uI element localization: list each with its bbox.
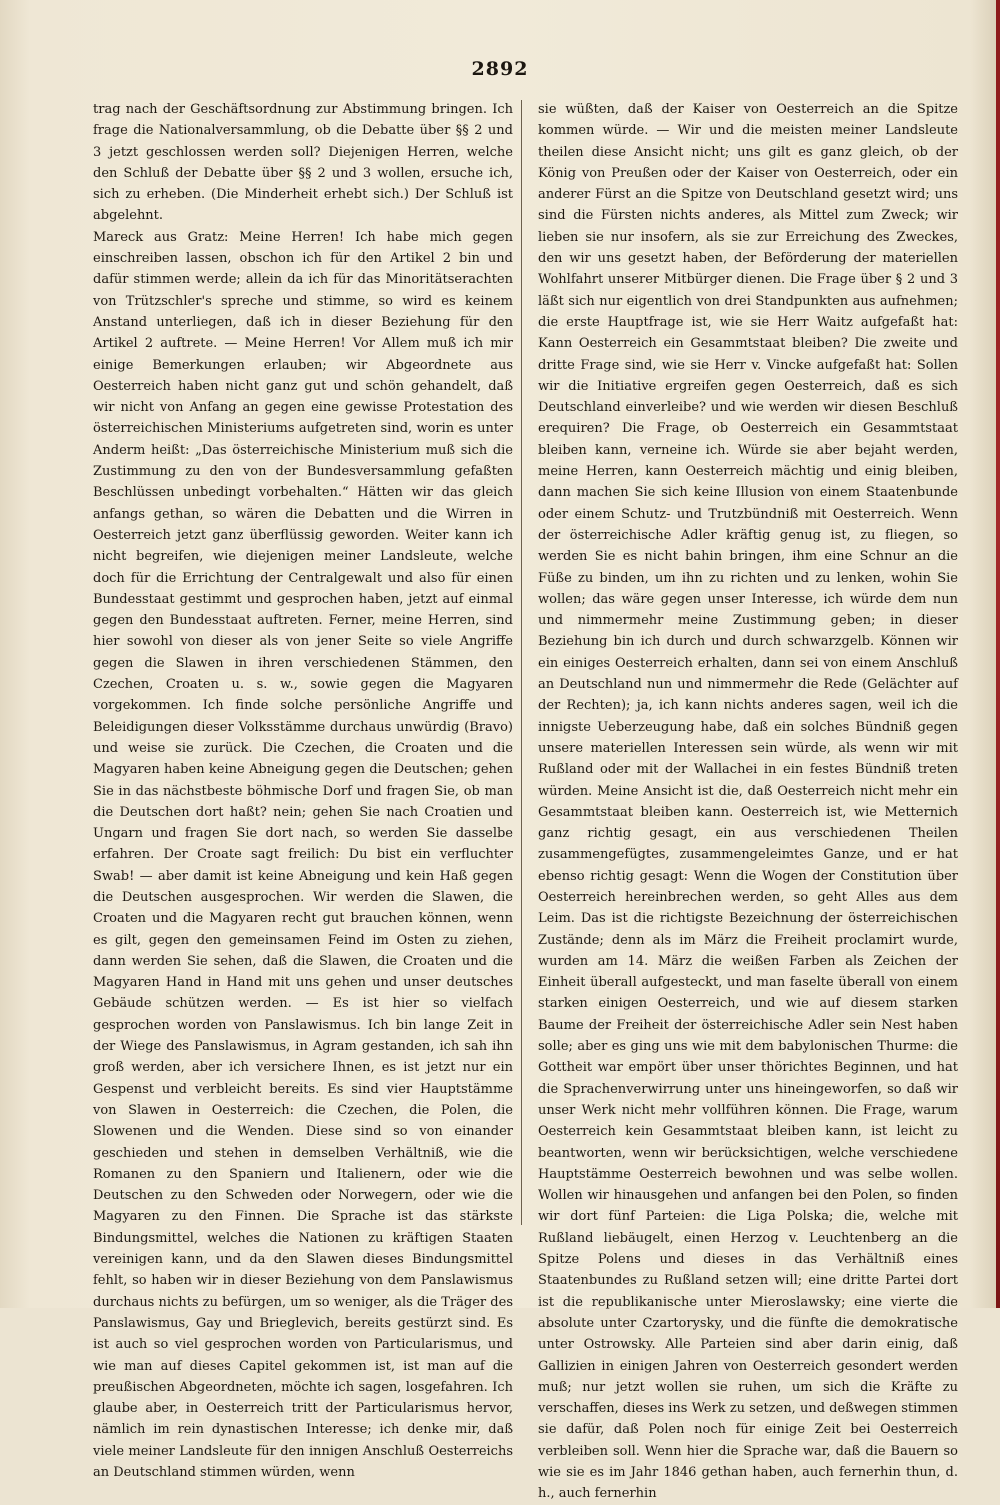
right-column [538, 99, 958, 1505]
left-paragraph-2: Mareck aus Gratz: Meine Herren! Ich habe mich gegen einschreiben lassen, obschon ich für den Artikel 2 bin und dafür stimmen werde; allein da ich für das Minoritätserachten von Trützschler's spreche und stimme, so wird es keinem Anstand unterliegen, daß ich in dieser Beziehung für den Artikel 2 auftrete. — Meine Herren! Vor Allem muß ich mir einige Bemerkungen erlauben; wir Abgeordnete aus Oesterreich haben nicht ganz gut und schön gehandelt, daß wir nicht von Anfang an gegen eine gewisse Protestation des österreichischen Ministeriums aufgetreten sind, worin es unter Anderm heißt: „Das österreichische Ministerium muß sich die Zustimmung zu den von der Bundesversammlung gefaßten Beschlüssen unbedingt vorbehalten.“ Hätten wir das gleich anfangs gethan, so wären die Debatten und die Wirren in Oesterreich jetzt ganz überflüssig geworden. Weiter kann ich nicht begreifen, wie diejenigen meiner Landsleute, welche doch für die Errichtung der Centralgewalt und also für einen Bundesstaat gestimmt und gesprochen haben, jetzt auf einmal gegen den Bundesstaat auftreten. Ferner, meine Herren, sind hier sowohl von dieser als von jener Seite so viele Angriffe gegen die Slawen in ihren verschiedenen Stämmen, den Czechen, Croaten u. s. w., sowie gegen die Magyaren vorgekommen. Ich finde solche persönliche Angriffe und Beleidigungen dieser Volksstämme durchaus unwürdig (Bravo) und weise sie zurück. Die Czechen, die Croaten und die Magyaren haben keine Abneigung gegen die Deutschen; gehen Sie in das nächstbeste böhmische Dorf und fragen Sie, ob man die Deutschen dort haßt? nein; gehen Sie nach Croatien und Ungarn und fragen Sie dort nach, so werden Sie dasselbe erfahren. Der Croate sagt freilich: Du bist ein verfluchter Swab! — aber damit ist keine Abneigung und kein Haß gegen die Deutschen ausgesprochen. Wir werden die Slawen, die Croaten und die Magyaren recht gut brauchen können, wenn es gilt, gegen den gemeinsamen Feind im Osten zu ziehen, dann werden Sie sehen, daß die Slawen, die Croaten und die Magyaren Hand in Hand mit uns gehen und unser deutsches Gebäude schützen werden. — Es ist hier so vielfach gesprochen worden von Panslawismus. Ich bin lange Zeit in der Wiege des Panslawismus, in Agram gestanden, ich sah ihn groß werden, aber ich versichere Ihnen, es ist jetzt nur ein Gespenst und verbleicht bereits. Es sind vier Hauptstämme von Slawen in Oesterreich: die Czechen, die Polen, die Slowenen und die Wenden. Diese sind so von einander geschieden und stehen in demselben Verhältniß, wie die Romanen zu den Spaniern und Italienern, oder wie die Deutschen zu den Schweden oder Norwegern, oder wie die Magyaren zu den Finnen. Die Sprache ist das stärkste Bindungsmittel, welches die Nationen zu kräftigen Staaten vereinigen kann, und da den Slawen dieses Bindungsmittel fehlt, so haben wir in dieser Beziehung von dem Panslawismus durchaus nichts zu befürgen, um so weniger, als die Träger des Panslawismus, Gay und Brieglevich, bereits gestürzt sind. Es ist auch so viel gesprochen worden von Particularismus, und wie man auf dieses Capitel gekommen ist, ist man auf die preußischen Abgeordneten, möchte ich sagen, losgefahren. Ich glaube aber, in Oesterreich tritt der Particularismus hervor, nämlich im rein dynastischen Interesse; ich denke mir, daß viele meiner Landsleute für den innigen Anschluß Oesterreichs an Deutschland stimmen würden, wenn [93, 229, 513, 1480]
page-edge-binding [996, 0, 1000, 1308]
page-number: 2892 [471, 58, 529, 80]
left-paragraph-1: trag nach der Geschäftsordnung zur Abstimmung bringen. Ich frage die Nationalversammlung, ob die Debatte über §§ 2 und 3 jetzt geschlossen werden soll? Diejenigen Herren, welche den Schluß der Debatte über §§ 2 und 3 wollen, ersuche ich, sich zu erheben. (Die Minderheit erhebt sich.) Der Schluß ist abgelehnt. [93, 102, 513, 224]
left-column [93, 99, 513, 1483]
right-paragraph-1: sie wüßten, daß der Kaiser von Oesterreich an die Spitze kommen würde. — Wir und die meisten meiner Landsleute theilen diese Ansicht nicht; uns gilt es ganz gleich, ob der König von Preußen oder der Kaiser von Oesterreich, oder ein anderer Fürst an die Spitze von Deutschland gesetzt wird; uns sind die Fürsten nichts anderes, als Mittel zum Zweck; wir lieben sie nur insofern, als sie zur Erreichung des Zweckes, den wir uns gesetzt haben, der Beförderung der materiellen Wohlfahrt unserer Mitbürger dienen. Die Frage über § 2 und 3 läßt sich nur eigentlich von drei Standpunkten aus aufnehmen; die erste Hauptfrage ist, wie sie Herr Waitz aufgefaßt hat: Kann Oesterreich ein Gesammtstaat bleiben? Die zweite und dritte Frage sind, wie sie Herr v. Vincke aufgefaßt hat: Sollen wir die Initiative ergreifen gegen Oesterreich, daß es sich Deutschland einverleibe? und wie werden wir diesen Beschluß erequiren? Die Frage, ob Oesterreich ein Gesammtstaat bleiben kann, verneine ich. Würde sie aber bejaht werden, meine Herren, kann Oesterreich mächtig und einig bleiben, dann machen Sie sich keine Illusion von einem Staatenbunde oder einem Schutz- und Trutzbündniß mit Oesterreich. Wenn der österreichische Adler kräftig genug ist, zu fliegen, so werden Sie es nicht bahin bringen, ihm eine Schnur an die Füße zu binden, um ihn zu richten und zu lenken, wohin Sie wollen; das wäre gegen unser Interesse, ich würde dem nun und nimmermehr meine Zustimmung geben; in dieser Beziehung bin ich durch und durch schwarzgelb. Können wir ein einiges Oesterreich erhalten, dann sei von einem Anschluß an Deutschland nun und nimmermehr die Rede (Gelächter auf der Rechten); ja, ich kann nichts anderes sagen, weil ich die innigste Ueberzeugung habe, daß ein solches Bündniß gegen unsere materiellen Interessen sein würde, als wenn wir mit Rußland oder mit der Wallachei in ein festes Bündniß treten würden. Meine Ansicht ist die, daß Oesterreich nicht mehr ein Gesammtstaat bleiben kann. Oesterreich ist, wie Metternich ganz richtig gesagt, ein aus verschiedenen Theilen zusammengefügtes, zusammengeleimtes Ganze, und er hat ebenso richtig gesagt: Wenn die Wogen der Constitution über Oesterreich hereinbrechen werden, so geht Alles aus dem Leim. Das ist die richtigste Bezeichnung der österreichischen Zustände; denn als im März die Freiheit proclamirt wurde, wurden am 14. März die weißen Farben als Zeichen der Einheit überall aufgesteckt, und man faselte überall von einem starken einigen Oesterreich, und wie auf diesem starken Baume der Freiheit der österreichische Adler sein Nest haben solle; aber es ging uns wie mit dem babylonischen Thurme: die Gottheit war empört über unser thörichtes Beginnen, und hat die Sprachenverwirrung unter uns hineingeworfen, so daß wir unser Werk nicht mehr vollführen können. Die Frage, warum Oesterreich kein Gesammtstaat bleiben kann, ist leicht zu beantworten, wenn wir berücksichtigen, welche verschiedene Hauptstämme Oesterreich bewohnen und was selbe wollen. Wollen wir hinausgehen und anfangen bei den Polen, so finden wir dort fünf Parteien: die Liga Polska; die, welche mit Rußland liebäugelt, einen Herzog v. Leuchtenberg an die Spitze Polens und dieses in das Verhältniß eines Staatenbundes zu Rußland setzen will; eine dritte Partei dort ist die republikanische unter Mieroslawsky; eine vierte die absolute unter Czartorysky, und die fünfte die demokratische unter Ostrowsky. Alle Parteien sind aber darin einig, daß Gallizien in einigen Jahren von Oesterreich gesondert werden muß; nur jetzt wollen sie ruhen, um sich die Kräfte zu verschaffen, dieses ins Werk zu setzen, und deßwegen stimmen sie dafür, daß Polen noch für einige Zeit bei Oesterreich verbleiben soll. Wenn hier die Sprache war, daß die Bauern so wie sie es im Jahr 1846 gethan haben, auch fernerhin thun, d. h., auch fernerhin [538, 102, 958, 1502]
column-divider [521, 100, 522, 1225]
